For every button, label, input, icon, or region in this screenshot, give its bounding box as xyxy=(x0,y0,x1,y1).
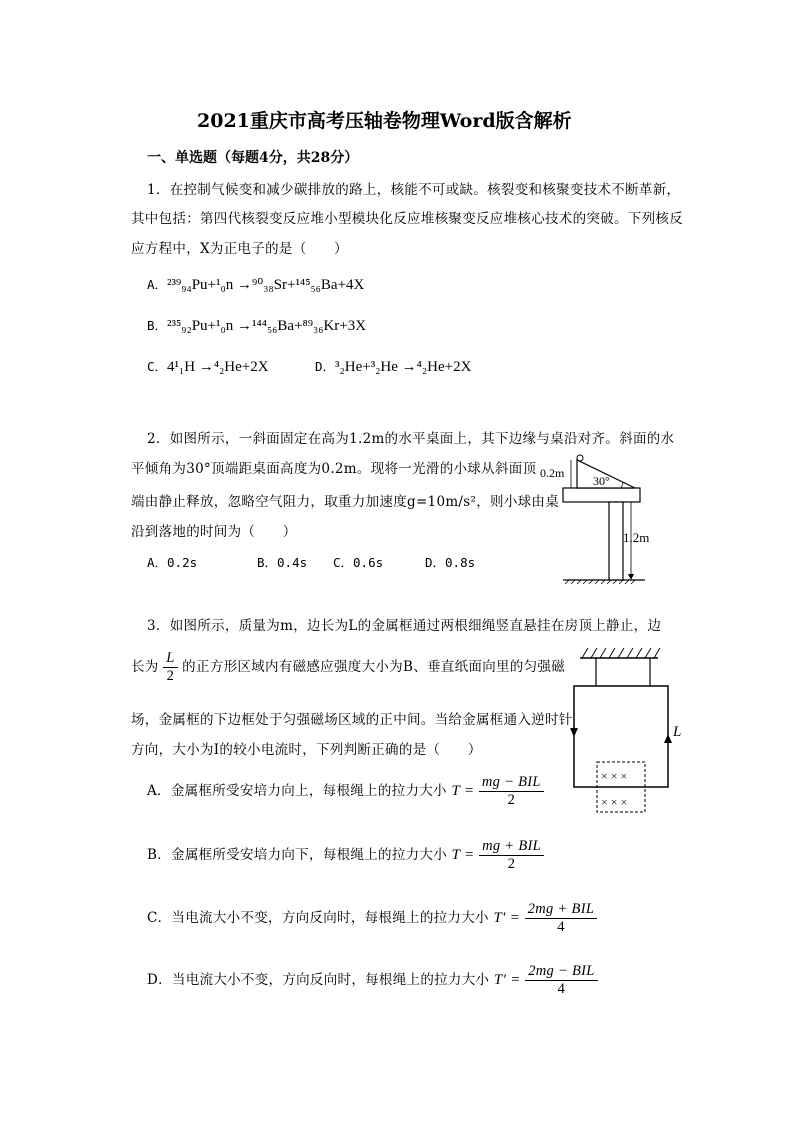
equation-lhs: T′ = xyxy=(493,910,521,926)
option-label: D． xyxy=(315,359,336,374)
q2-option-b[interactable]: B．0.4s xyxy=(257,555,308,570)
option-text: C．当电流大小不变，方向反向时，每根绳上的拉力大小 xyxy=(147,910,489,926)
label-big-height: 1.2m xyxy=(623,530,650,545)
q1-line-2: 其中包括：第四代核裂变反应堆小型模块化反应堆核聚变反应堆核心技术的突破。下列核反 xyxy=(131,211,683,227)
section-heading: 一、单选题（每题4分，共28分） xyxy=(147,150,359,166)
equation-lhs: T = xyxy=(451,847,475,863)
q2-option-c[interactable]: C．0.6s xyxy=(333,555,384,570)
numerator: L xyxy=(163,650,177,668)
denominator: 2 xyxy=(507,856,516,872)
fraction-l-over-2 xyxy=(163,650,177,685)
denominator: 2 xyxy=(507,792,516,808)
q2-line-2: 平倾角为30°顶端距桌面高度为0.2m。现将一光滑的小球从斜面顶 xyxy=(131,461,537,477)
q1-a-equation: ²³⁹₉₄Pu+¹₀n →⁹⁰₃₈Sr+¹⁴⁵₅₆Ba+4X xyxy=(167,277,365,293)
field-marks-row-1: × × × xyxy=(601,769,628,783)
ceiling-hatch xyxy=(582,648,660,658)
table-leg xyxy=(609,502,623,580)
text-fragment: 的正方形区域内有磁感应强度大小为B、垂直纸面向里的匀强磁 xyxy=(182,659,565,675)
label-angle: 30° xyxy=(593,474,610,488)
option-label: C． xyxy=(147,359,168,374)
q3-option-b[interactable] xyxy=(147,838,544,873)
q1-option-d[interactable] xyxy=(315,357,471,376)
denominator: 2 xyxy=(166,668,175,684)
numerator: 2mg − BIL xyxy=(525,963,597,981)
q1-d-equation: ³₂He+³₂He →⁴₂He+2X xyxy=(335,359,472,375)
q1-b-equation: ²³⁵₉₂Pu+¹₀n →¹⁴⁴₅₆Ba+⁸⁹₃₆Kr+3X xyxy=(167,318,367,334)
q3-line-3: 场，金属框的下边框处于匀强磁场区域的正中间。当给金属框通入逆时针 xyxy=(131,712,573,728)
current-arrow-down xyxy=(570,728,578,737)
option-text: B．金属框所受安培力向下，每根绳上的拉力大小 xyxy=(147,847,448,863)
numerator: mg + BIL xyxy=(479,838,544,856)
fraction xyxy=(479,774,544,809)
fraction xyxy=(479,838,544,873)
q3-option-a[interactable] xyxy=(147,774,544,809)
q3-frame-figure xyxy=(562,640,692,820)
q3-option-c[interactable] xyxy=(147,901,597,936)
numerator: mg − BIL xyxy=(479,774,544,792)
label-small-height: 0.2m xyxy=(540,466,565,480)
current-arrow-up xyxy=(664,734,672,743)
option-text: A．金属框所受安培力向上，每根绳上的拉力大小 xyxy=(147,783,447,799)
option-text: D．当电流大小不变，方向反向时，每根绳上的拉力大小 xyxy=(147,972,490,988)
ball xyxy=(577,455,583,461)
numerator: 2mg + BIL xyxy=(525,901,597,919)
option-label: A． xyxy=(147,277,168,292)
q1-line-1: 1．在控制气候变和减少碳排放的路上，核能不可或缺。核裂变和核聚变技术不断革新， xyxy=(147,182,681,198)
label-l: L xyxy=(673,724,682,740)
q2-line-4: 沿到落地的时间为（ ） xyxy=(131,524,297,540)
q1-line-3: 应方程中，X为正电子的是（ ） xyxy=(131,241,348,257)
q2-line-1: 2．如图所示，一斜面固定在高为1.2m的水平桌面上，其下边缘与桌沿对齐。斜面的水 xyxy=(147,431,675,447)
q2-option-d[interactable]: D．0.8s xyxy=(425,555,476,570)
q1-option-a[interactable] xyxy=(147,275,364,294)
equation-lhs: T′ = xyxy=(493,972,521,988)
option-label: B． xyxy=(147,318,168,333)
q1-c-equation: 4¹₁H →⁴₂He+2X xyxy=(167,359,269,375)
q2-incline-figure xyxy=(535,450,655,585)
text-fragment: 长为 xyxy=(131,659,159,675)
q1-option-b[interactable] xyxy=(147,316,366,335)
fraction xyxy=(525,901,597,936)
q1-option-c[interactable] xyxy=(147,357,269,376)
equation-lhs: T = xyxy=(451,783,475,799)
q3-line-1: 3．如图所示，质量为m，边长为L的金属框通过两根细绳竖直悬挂在房顶上静止，边 xyxy=(147,618,662,634)
q2-line-3: 端由静止释放，忽略空气阻力，取重力加速度g=10m/s²，则小球由桌 xyxy=(131,494,560,510)
denominator: 4 xyxy=(557,919,565,935)
q3-line-4: 方向，大小为I的较小电流时，下列判断正确的是（ ） xyxy=(131,742,482,758)
table-top xyxy=(563,488,640,502)
fraction xyxy=(525,963,597,998)
field-marks-row-2: × × × xyxy=(601,795,628,809)
denominator: 4 xyxy=(557,981,566,997)
page-title: 2021重庆市高考压轴卷物理Word版含解析 xyxy=(197,110,572,132)
q3-line-2 xyxy=(131,650,565,685)
q3-option-d[interactable] xyxy=(147,963,598,998)
q2-option-a[interactable]: A．0.2s xyxy=(147,555,198,570)
arrow-head xyxy=(628,574,634,580)
